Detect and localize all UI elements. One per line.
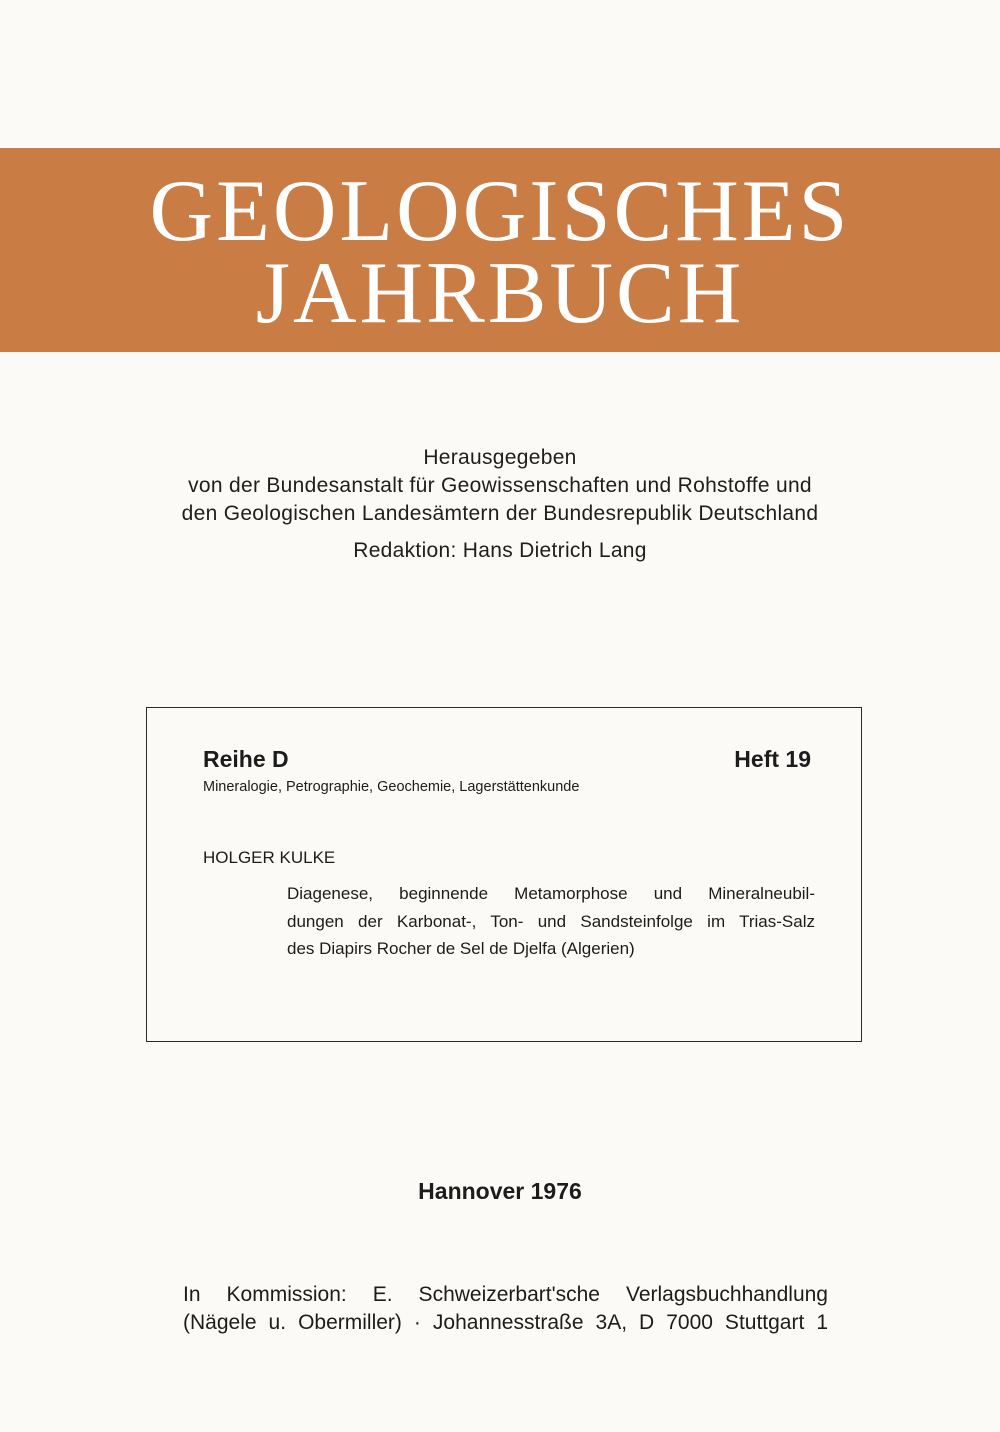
work-title-line-1: Diagenese, beginnende Metamorphose und Mineralneubil- bbox=[287, 884, 815, 903]
title-band bbox=[0, 148, 1000, 352]
publisher-line-3: den Geologischen Landesämtern der Bundesrepublik Deutschland bbox=[181, 502, 819, 525]
publisher-line-2: von der Bundesanstalt für Geowissenschaften und Rohstoffe und bbox=[188, 474, 812, 497]
journal-title-line-2: JAHRBUCH bbox=[255, 245, 745, 342]
publisher-line-1: Herausgegeben bbox=[423, 446, 577, 469]
place-year: Hannover 1976 bbox=[418, 1178, 582, 1204]
editor-line: Redaktion: Hans Dietrich Lang bbox=[353, 539, 647, 562]
series-label: Reihe D bbox=[203, 746, 289, 772]
journal-title-line-1: GEOLOGISCHES bbox=[149, 163, 851, 260]
author-name: HOLGER KULKE bbox=[203, 848, 336, 867]
imprint-line-2: (Nägele u. Obermiller) · Johannesstraße 3A, D 7000 Stuttgart 1 bbox=[183, 1311, 828, 1334]
issue-number: Heft 19 bbox=[734, 746, 811, 772]
series-subjects: Mineralogie, Petrographie, Geochemie, Lagerstättenkunde bbox=[203, 779, 580, 795]
work-title bbox=[287, 880, 815, 963]
issue-box bbox=[146, 707, 862, 1042]
imprint-line-1: In Kommission: E. Schweizerbart'sche Verlagsbuchhandlung bbox=[183, 1283, 828, 1306]
work-title-line-2: dungen der Karbonat-, Ton- und Sandsteinfolge im Trias-Salz bbox=[287, 911, 815, 931]
work-title-line-3: des Diapirs Rocher de Sel de Djelfa (Algerien) bbox=[287, 939, 635, 958]
